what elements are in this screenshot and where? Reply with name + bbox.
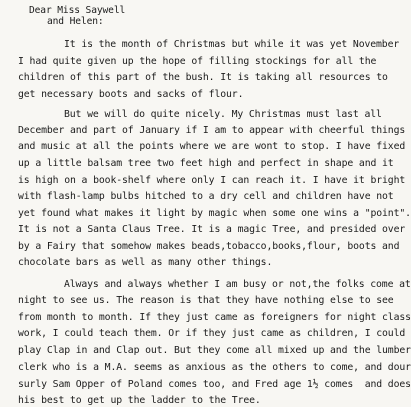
letter-line: work, I could teach them. Or if they just came as children, I could (18, 328, 406, 339)
letter-line: get necessary boots and sacks of flour. (18, 89, 244, 100)
letter-line: and music at all the points where we are wont to stop. I have fixed (18, 141, 406, 152)
letter-line: chocolate bars as well as many other things. (18, 257, 273, 268)
letter-line: play Clap in and Clap out. But they come all mixed up and the lumber (18, 345, 411, 356)
letter-line: by a Fairy that somehow makes beads,tobacco,books,flour, boots and (18, 241, 400, 252)
letter-line: from month to month. If they just came as foreigners for night class (18, 312, 411, 323)
letter-line: clerk who is a M.A. seems as anxious as the others to come, and dour (18, 362, 411, 373)
letter-line: It is the month of Christmas but while it was yet November (64, 39, 400, 50)
salutation-line-2: and Helen: (47, 16, 104, 27)
letter-line: Always and always whether I am busy or not,the folks come at (64, 279, 411, 290)
letter-line: up a little balsam tree two feet high and perfect in shape and it (18, 158, 394, 169)
letter-line: I had quite given up the hope of filling stockings for all the (18, 56, 377, 67)
letter-line: is high on a book-shelf where only I can reach it. I have it bright (18, 175, 406, 186)
letter-line: surly Sam Opper of Poland comes too, and Fred age 1½ comes and does (18, 379, 411, 390)
salutation-line-1: Dear Miss Saywell (29, 5, 126, 16)
letter-line: with flash-lamp bulbs hitched to a dry cell and children have not (18, 191, 394, 202)
letter-line: December and part of January if I am to appear with cheerful things (18, 125, 406, 136)
letter-line: children of this part of the bush. It is taking all resources to (18, 72, 388, 83)
letter-line: his best to get up the ladder to the Tree. (18, 395, 261, 406)
letter-line: yet found what makes it light by magic when some one wins a "point". (18, 208, 411, 219)
letter-line: It is not a Santa Claus Tree. It is a magic Tree, and presided over (18, 224, 406, 235)
letter-line: But we will do quite nicely. My Christmas must last all (64, 109, 382, 120)
letter-line: night to see us. The reason is that they have nothing else to see (18, 295, 394, 306)
